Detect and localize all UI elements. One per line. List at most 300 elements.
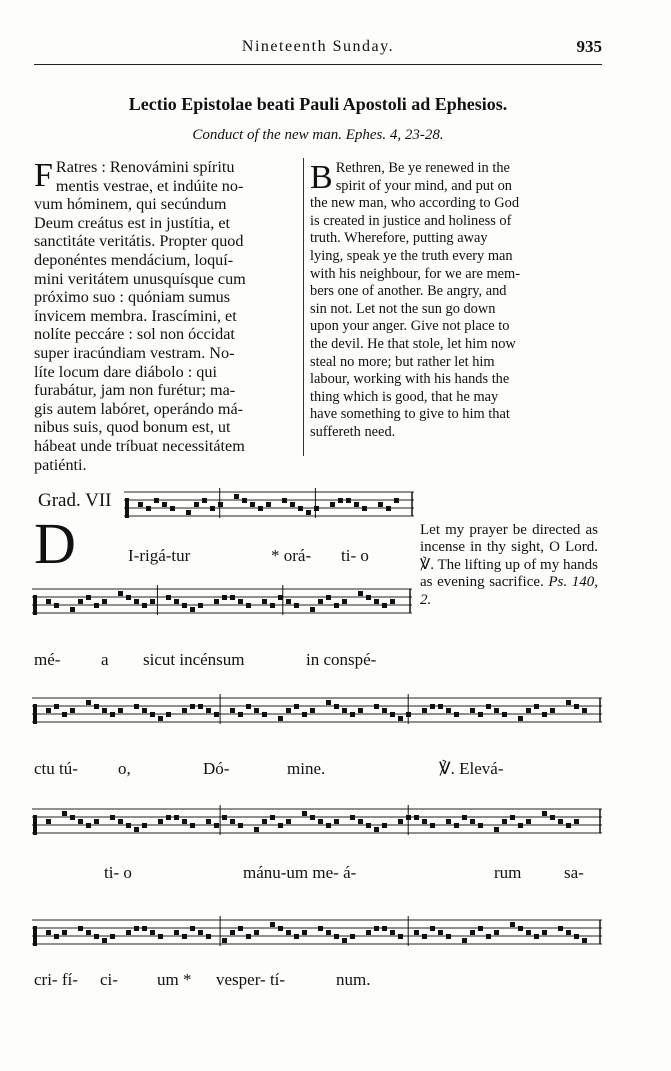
lyric-syllable: mine. xyxy=(287,759,326,778)
neume-note xyxy=(238,823,243,828)
neume-note xyxy=(390,930,395,935)
neume-note xyxy=(422,934,427,939)
neume-note xyxy=(278,595,283,600)
neume-note xyxy=(254,708,259,713)
neume-note xyxy=(222,815,227,820)
neume-note xyxy=(542,930,547,935)
neume-note xyxy=(62,811,67,816)
neume-note xyxy=(174,815,179,820)
neume-note xyxy=(194,502,199,507)
neume-note xyxy=(206,934,211,939)
latin-line: sanctitáte veritátis. Propter quod xyxy=(34,232,244,251)
neume-note xyxy=(182,934,187,939)
neume-note xyxy=(382,708,387,713)
clef-mark xyxy=(125,498,129,518)
neume-note xyxy=(326,823,331,828)
english-line: spirit of your mind, and put on xyxy=(335,177,512,194)
neume-note xyxy=(86,930,91,935)
neume-note xyxy=(502,712,507,717)
neume-note xyxy=(62,930,67,935)
neume-note xyxy=(366,595,371,600)
neume-note xyxy=(218,502,223,507)
english-line: steal no more; but rather let him xyxy=(310,353,495,370)
neume-note xyxy=(326,595,331,600)
neume-note xyxy=(238,926,243,931)
neume-note xyxy=(382,926,387,931)
lyric-syllable: o, xyxy=(118,759,131,778)
neume-note xyxy=(542,811,547,816)
neume-note xyxy=(62,712,67,717)
neume-note xyxy=(190,704,195,709)
neume-note xyxy=(374,926,379,931)
neume-note xyxy=(518,823,523,828)
neume-note xyxy=(78,599,83,604)
neume-note xyxy=(94,704,99,709)
neume-note xyxy=(294,704,299,709)
neume-note xyxy=(374,704,379,709)
neume-note xyxy=(118,708,123,713)
neume-note xyxy=(350,712,355,717)
neume-note xyxy=(126,823,131,828)
neume-note xyxy=(222,595,227,600)
lyric-syllable: mé- xyxy=(34,650,61,669)
neume-note xyxy=(326,930,331,935)
neume-note xyxy=(566,823,571,828)
neume-note xyxy=(358,819,363,824)
neume-note xyxy=(258,506,263,511)
neume-note xyxy=(478,926,483,931)
neume-note xyxy=(318,819,323,824)
neume-note xyxy=(190,926,195,931)
neume-note xyxy=(510,815,515,820)
chant-staff-3 xyxy=(32,692,602,736)
neume-note xyxy=(294,934,299,939)
neume-note xyxy=(190,607,195,612)
latin-line: super iracúndiam vestram. No- xyxy=(34,343,235,362)
neume-note xyxy=(138,502,143,507)
neume-note xyxy=(550,815,555,820)
latin-line: mini veritátem unusquísque cum xyxy=(34,269,246,288)
neume-note xyxy=(190,823,195,828)
english-line: bers one of another. Be angry, and xyxy=(310,283,507,300)
neume-note xyxy=(558,926,563,931)
neume-note xyxy=(350,815,355,820)
neume-note xyxy=(46,819,51,824)
neume-note xyxy=(334,819,339,824)
neume-note xyxy=(142,708,147,713)
neume-note xyxy=(354,502,359,507)
neume-note xyxy=(70,708,75,713)
neume-note xyxy=(174,930,179,935)
latin-line: nolíte peccáre : sol non óccidat xyxy=(34,325,235,344)
neume-note xyxy=(414,815,419,820)
lyric-syllable: mánu-um me- á- xyxy=(243,863,357,882)
neume-note xyxy=(262,599,267,604)
lyric-syllable: cri- fí- xyxy=(34,970,78,989)
neume-note xyxy=(286,708,291,713)
neume-note xyxy=(494,827,499,832)
neume-note xyxy=(526,930,531,935)
neume-note xyxy=(338,498,343,503)
latin-line: mentis vestrae, et indúite no- xyxy=(55,176,244,195)
chant-staff-4 xyxy=(32,803,602,847)
neume-note xyxy=(302,712,307,717)
neume-note xyxy=(230,930,235,935)
neume-note xyxy=(478,712,483,717)
neume-note xyxy=(486,934,491,939)
neume-note xyxy=(358,708,363,713)
english-line: sin not. Let not the sun go down xyxy=(310,300,496,317)
neume-note xyxy=(230,595,235,600)
english-line: suffereth need. xyxy=(310,423,396,440)
neume-note xyxy=(166,712,171,717)
neume-note xyxy=(262,819,267,824)
lyric-syllable: in conspé- xyxy=(306,650,377,669)
neume-note xyxy=(374,827,379,832)
neume-note xyxy=(314,506,319,511)
neume-note xyxy=(202,498,207,503)
neume-note xyxy=(134,827,139,832)
neume-note xyxy=(286,930,291,935)
neume-note xyxy=(198,603,203,608)
clef-mark xyxy=(33,595,37,615)
neume-note xyxy=(454,712,459,717)
neume-note xyxy=(550,708,555,713)
neume-note xyxy=(54,704,59,709)
neume-note xyxy=(134,926,139,931)
neume-note xyxy=(398,819,403,824)
neume-note xyxy=(282,498,287,503)
neume-note xyxy=(346,498,351,503)
english-text xyxy=(310,160,598,442)
neume-note xyxy=(286,819,291,824)
lyric-syllable: rum xyxy=(494,863,522,882)
lyric-syllable: num. xyxy=(336,970,371,989)
neume-note xyxy=(94,819,99,824)
neume-note xyxy=(318,926,323,931)
lyric-syllable: sa- xyxy=(564,863,584,882)
page-number: 935 xyxy=(576,37,602,56)
neume-note xyxy=(174,599,179,604)
neume-note xyxy=(326,700,331,705)
neume-note xyxy=(358,591,363,596)
clef-mark xyxy=(33,704,37,724)
neume-note xyxy=(126,930,131,935)
neume-note xyxy=(350,934,355,939)
neume-note xyxy=(46,599,51,604)
neume-note xyxy=(518,926,523,931)
neume-note xyxy=(446,819,451,824)
neume-note xyxy=(254,827,259,832)
column-divider xyxy=(303,158,304,456)
latin-line: vum hóminem, qui secúndum xyxy=(34,195,227,214)
neume-note xyxy=(78,819,83,824)
neume-note xyxy=(302,811,307,816)
neume-note xyxy=(118,591,123,596)
neume-note xyxy=(150,599,155,604)
neume-note xyxy=(70,815,75,820)
neume-note xyxy=(254,930,259,935)
neume-note xyxy=(234,494,239,499)
neume-note xyxy=(558,819,563,824)
neume-note xyxy=(278,823,283,828)
neume-note xyxy=(150,930,155,935)
lyric-syllable: ti- o xyxy=(104,863,132,882)
neume-note xyxy=(574,934,579,939)
neume-note xyxy=(566,930,571,935)
lyric-syllable: I-rigá-tur xyxy=(128,546,191,565)
latin-line: nibus suis, quod bonum est, ut xyxy=(34,418,231,437)
lyric-syllable: * orá- xyxy=(271,546,312,565)
neume-note xyxy=(262,712,267,717)
neume-note xyxy=(526,819,531,824)
neume-note xyxy=(110,815,115,820)
english-line: the new man, who according to God xyxy=(310,195,520,212)
clef-mark xyxy=(33,926,37,946)
neume-note xyxy=(110,712,115,717)
neume-note xyxy=(102,708,107,713)
chant-staff-1 xyxy=(124,486,414,530)
neume-note xyxy=(390,712,395,717)
neume-note xyxy=(318,599,323,604)
neume-note xyxy=(206,708,211,713)
neume-note xyxy=(386,506,391,511)
neume-note xyxy=(250,502,255,507)
gradual-translation-text: Let my prayer be directed as incense in thy sight, O Lord. ℣. The lifting up of my hands as evening sacrifice. xyxy=(420,522,598,591)
neume-note xyxy=(166,815,171,820)
neume-note xyxy=(430,926,435,931)
chant-staff-2 xyxy=(32,583,412,627)
english-line: the devil. He that stole, let him now xyxy=(310,335,516,352)
english-line: labour, working with his hands the xyxy=(310,371,510,388)
neume-note xyxy=(462,815,467,820)
lyric-syllable: ℣. Elevá- xyxy=(439,759,504,778)
neume-note xyxy=(150,712,155,717)
neume-note xyxy=(462,938,467,943)
english-drop-cap: B xyxy=(310,159,333,196)
lectio-subtitle: Conduct of the new man. Ephes. 4, 23-28. xyxy=(192,127,444,143)
lyric-syllable: um * xyxy=(157,970,192,989)
neume-note xyxy=(134,704,139,709)
neume-note xyxy=(382,823,387,828)
neume-note xyxy=(142,603,147,608)
neume-note xyxy=(286,599,291,604)
neume-note xyxy=(526,708,531,713)
neume-note xyxy=(266,502,271,507)
neume-note xyxy=(534,934,539,939)
neume-note xyxy=(182,708,187,713)
neume-note xyxy=(422,819,427,824)
neume-note xyxy=(102,599,107,604)
neume-note xyxy=(126,595,131,600)
neume-note xyxy=(422,708,427,713)
neume-note xyxy=(270,922,275,927)
gradual-initial: D xyxy=(34,511,76,576)
english-line: is created in justice and holiness of xyxy=(310,212,512,229)
neume-note xyxy=(574,819,579,824)
neume-note xyxy=(366,930,371,935)
neume-note xyxy=(334,603,339,608)
neume-note xyxy=(238,599,243,604)
english-line: have something to give to him that xyxy=(310,406,510,423)
neume-note xyxy=(398,934,403,939)
neume-note xyxy=(94,934,99,939)
english-line: thing which is good, that he may xyxy=(310,388,499,405)
neume-note xyxy=(494,930,499,935)
neume-note xyxy=(198,704,203,709)
english-line: lying, speak ye the truth every man xyxy=(310,247,513,264)
lectio-title: Lectio Epistolae beati Pauli Apostoli ad Ephesios. xyxy=(128,94,508,114)
lyric-syllable: ti- o xyxy=(341,546,369,565)
neume-note xyxy=(70,607,75,612)
neume-note xyxy=(542,712,547,717)
neume-note xyxy=(86,823,91,828)
neume-note xyxy=(470,708,475,713)
neume-note xyxy=(342,599,347,604)
neume-note xyxy=(446,708,451,713)
neume-note xyxy=(206,819,211,824)
latin-line: hábeat unde tríbuat necessitátem xyxy=(34,436,245,455)
neume-note xyxy=(366,823,371,828)
neume-note xyxy=(310,815,315,820)
neume-note xyxy=(242,498,247,503)
lyric-syllable: ctu tú- xyxy=(34,759,78,778)
neume-note xyxy=(86,700,91,705)
lyric-syllable: vesper- tí- xyxy=(216,970,286,989)
neume-note xyxy=(470,819,475,824)
neume-note xyxy=(46,708,51,713)
latin-line: ínvicem membra. Irascímini, et xyxy=(34,306,237,325)
neume-note xyxy=(478,823,483,828)
neume-note xyxy=(342,708,347,713)
neume-note xyxy=(78,926,83,931)
neume-note xyxy=(362,506,367,511)
neume-note xyxy=(246,704,251,709)
english-line: with his neighbour, for we are mem- xyxy=(310,265,521,282)
lyric-syllable: a xyxy=(101,650,109,669)
neume-note xyxy=(214,599,219,604)
neume-note xyxy=(510,922,515,927)
neume-note xyxy=(310,607,315,612)
latin-line: patiénti. xyxy=(34,455,87,474)
english-line: truth. Wherefore, putting away xyxy=(310,230,488,247)
neume-note xyxy=(334,704,339,709)
neume-note xyxy=(486,704,491,709)
neume-note xyxy=(438,930,443,935)
neume-note xyxy=(342,938,347,943)
latin-line: líte locum dare diábolo : qui xyxy=(34,362,217,381)
neume-note xyxy=(182,819,187,824)
neume-note xyxy=(158,819,163,824)
neume-note xyxy=(54,603,59,608)
neume-note xyxy=(278,716,283,721)
neume-note xyxy=(182,603,187,608)
neume-note xyxy=(574,704,579,709)
neume-note xyxy=(430,823,435,828)
neume-note xyxy=(390,599,395,604)
neume-note xyxy=(454,823,459,828)
neume-note xyxy=(430,704,435,709)
latin-drop-cap: F xyxy=(34,157,53,194)
neume-note xyxy=(230,819,235,824)
neume-note xyxy=(582,938,587,943)
neume-note xyxy=(470,930,475,935)
neume-note xyxy=(270,603,275,608)
neume-note xyxy=(446,934,451,939)
neume-note xyxy=(518,716,523,721)
neume-note xyxy=(214,712,219,717)
neume-note xyxy=(534,704,539,709)
neume-note xyxy=(494,708,499,713)
english-line: upon your anger. Give not place to xyxy=(310,318,510,335)
neume-note xyxy=(94,603,99,608)
neume-note xyxy=(134,599,139,604)
neume-note xyxy=(246,603,251,608)
neume-note xyxy=(222,938,227,943)
neume-note xyxy=(102,938,107,943)
neume-note xyxy=(110,934,115,939)
neume-note xyxy=(306,510,311,515)
neume-note xyxy=(278,926,283,931)
neume-note xyxy=(302,930,307,935)
latin-line: próximo suo : quóniam sumus xyxy=(34,288,231,307)
neume-note xyxy=(186,510,191,515)
latin-text xyxy=(34,158,298,474)
latin-line: furabátur, jam non furétur; ma- xyxy=(34,381,236,400)
neume-note xyxy=(86,595,91,600)
latin-line: Ratres : Renovámini spíritu xyxy=(55,158,235,176)
neume-note xyxy=(330,502,335,507)
neume-note xyxy=(394,498,399,503)
neume-note xyxy=(158,934,163,939)
neume-note xyxy=(118,819,123,824)
neume-note xyxy=(238,712,243,717)
lyric-syllable: ci- xyxy=(100,970,118,989)
neume-note xyxy=(198,930,203,935)
latin-line: gis autem labóret, operándo má- xyxy=(34,399,244,418)
running-title: Nineteenth Sunday. xyxy=(241,38,395,55)
neume-note xyxy=(382,603,387,608)
neume-note xyxy=(414,930,419,935)
gradual-translation xyxy=(420,522,598,609)
neume-note xyxy=(438,704,443,709)
lyric-syllable: Dó- xyxy=(203,759,230,778)
neume-note xyxy=(214,823,219,828)
neume-note xyxy=(294,603,299,608)
neume-note xyxy=(154,498,159,503)
latin-line: Deum creátus est in justítia, et xyxy=(34,213,230,232)
lyric-syllable: sicut incénsum xyxy=(143,650,245,669)
neume-note xyxy=(378,502,383,507)
neume-note xyxy=(162,502,167,507)
neume-note xyxy=(566,700,571,705)
neume-note xyxy=(146,506,151,511)
neume-note xyxy=(270,815,275,820)
chant-staff-5 xyxy=(32,914,602,958)
neume-note xyxy=(334,934,339,939)
neume-note xyxy=(310,708,315,713)
neume-note xyxy=(54,934,59,939)
neume-note xyxy=(158,716,163,721)
neume-note xyxy=(46,930,51,935)
neume-note xyxy=(246,934,251,939)
neume-note xyxy=(210,506,215,511)
neume-note xyxy=(374,599,379,604)
neume-note xyxy=(142,926,147,931)
neume-note xyxy=(502,819,507,824)
latin-line: deponéntes mendácium, loquí- xyxy=(34,250,234,269)
neume-note xyxy=(230,708,235,713)
